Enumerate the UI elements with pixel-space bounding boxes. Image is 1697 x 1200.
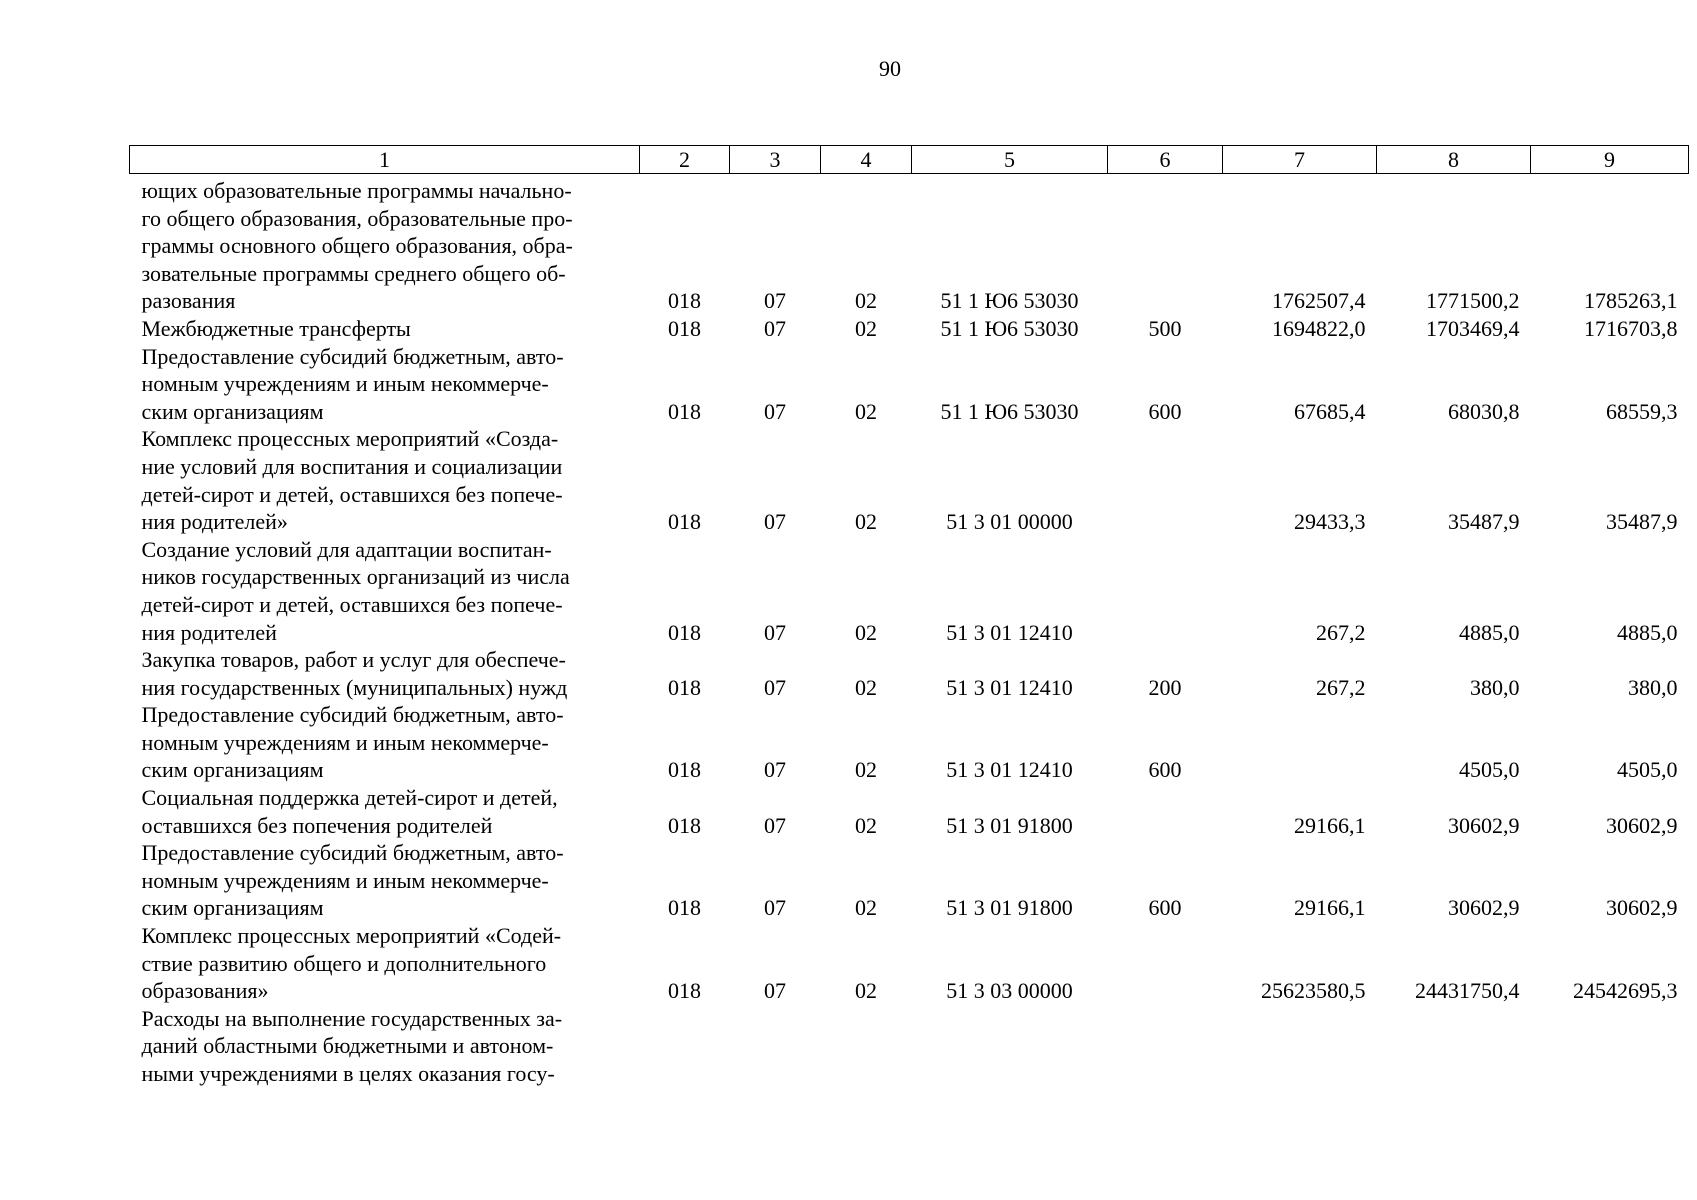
description-cell [130, 1005, 640, 1088]
amount-year2-cell: 68030,8 [1448, 398, 1520, 424]
description-line: образования» [141, 978, 269, 1004]
description-line: номным учреждениям и иным некоммерче- [141, 371, 549, 397]
description-line: ющих образовательные программы начально- [141, 178, 572, 203]
table-row [130, 174, 1689, 315]
expense-type-cell: 200 [1148, 674, 1182, 700]
description-line: номным учреждениям и иным некоммерче- [141, 729, 549, 755]
column-header-4: 4 [821, 146, 912, 174]
description-line: оставшихся без попечения родителей [141, 812, 493, 838]
column-header-9: 9 [1531, 146, 1689, 174]
column-number-header-row [130, 146, 1689, 174]
ved-code-cell: 018 [668, 619, 701, 645]
amount-year3-cell: 1785263,1 [1584, 288, 1678, 314]
target-article-cell [912, 1005, 1108, 1088]
description-cell [130, 839, 640, 922]
description-cell [130, 343, 640, 426]
ved-code-cell: 018 [668, 398, 701, 424]
description-line: Предоставление субсидий бюджетным, авто- [141, 702, 564, 728]
description-line: Социальная поддержка детей-сирот и детей, [141, 785, 558, 811]
ved-code-cell: 018 [668, 674, 701, 700]
expense-type-cell: 600 [1148, 398, 1182, 424]
description-line: ников государственных организаций из числа [141, 564, 570, 590]
expense-type-cell: 500 [1148, 315, 1182, 341]
section-code-cell: 07 [764, 619, 786, 645]
description-line: разования [141, 288, 236, 314]
amount-year3-cell: 35487,9 [1606, 509, 1678, 535]
description-cell [130, 646, 640, 701]
amount-year2-cell: 4885,0 [1459, 619, 1520, 645]
description-line: Расходы на выполнение государственных за- [141, 1005, 563, 1031]
section-code-cell: 07 [764, 674, 786, 700]
target-article-cell: 51 3 01 12410 [946, 757, 1073, 783]
expense-type-cell [1108, 784, 1223, 839]
page-number: 90 [879, 56, 901, 81]
amount-year3-cell: 30602,9 [1606, 812, 1678, 838]
description-line: Создание условий для адаптации воспитан- [141, 536, 552, 562]
amount-year1-cell: 267,2 [1316, 674, 1366, 700]
amount-year2-cell: 30602,9 [1448, 895, 1520, 921]
description-line: детей-сирот и детей, оставшихся без попече- [141, 591, 563, 617]
target-article-cell: 51 3 01 91800 [946, 812, 1073, 838]
amount-year2-cell: 30602,9 [1448, 812, 1520, 838]
subsection-code-cell: 02 [855, 978, 877, 1004]
description-line: Комплекс процессных мероприятий «Содей- [141, 923, 562, 949]
amount-year1-cell [1223, 1005, 1377, 1088]
amount-year2-cell: 380,0 [1470, 674, 1520, 700]
subsection-code-cell: 02 [855, 619, 877, 645]
description-cell [130, 701, 640, 784]
section-code-cell: 07 [764, 757, 786, 783]
amount-year1-cell: 25623580,5 [1261, 978, 1366, 1004]
description-cell [130, 784, 640, 839]
column-header-5: 5 [912, 146, 1108, 174]
column-header-6: 6 [1108, 146, 1223, 174]
description-cell [130, 536, 640, 646]
amount-year3-cell: 4885,0 [1617, 619, 1678, 645]
ved-code-cell: 018 [668, 895, 701, 921]
description-line: го общего образования, образовательные про- [141, 205, 573, 231]
description-cell [130, 315, 640, 343]
amount-year2-cell: 24431750,4 [1415, 978, 1520, 1004]
column-header-2: 2 [640, 146, 730, 174]
amount-year2-cell [1377, 1005, 1531, 1088]
section-code-cell: 07 [764, 895, 786, 921]
table-row [130, 343, 1689, 426]
column-header-1: 1 [130, 146, 640, 174]
description-line: ния государственных (муниципальных) нужд [141, 674, 568, 700]
column-header-3: 3 [730, 146, 821, 174]
amount-year1-cell: 67685,4 [1294, 398, 1366, 424]
description-cell [130, 425, 640, 535]
target-article-cell: 51 3 01 12410 [946, 674, 1073, 700]
table-row [130, 536, 1689, 646]
description-line: ными учреждениями в целях оказания госу- [141, 1061, 555, 1086]
description-line: даний областными бюджетными и автоном- [141, 1033, 554, 1059]
description-line: ствие развитию общего и дополнительного [141, 950, 547, 976]
description-cell [130, 922, 640, 1005]
description-line: ния родителей [141, 619, 277, 645]
table-row [130, 646, 1689, 701]
description-line: детей-сирот и детей, оставшихся без попече- [141, 481, 563, 507]
table-body [130, 174, 1689, 1088]
subsection-code-cell: 02 [855, 288, 877, 314]
description-line: Межбюджетные трансферты [141, 315, 411, 341]
subsection-code-cell [821, 1005, 912, 1088]
target-article-cell: 51 3 01 00000 [946, 509, 1073, 535]
expense-type-cell [1108, 174, 1223, 315]
description-line: Комплекс процессных мероприятий «Созда- [141, 426, 559, 452]
target-article-cell: 51 1 Ю6 53030 [940, 315, 1079, 341]
amount-year3-cell: 68559,3 [1606, 398, 1678, 424]
section-code-cell: 07 [764, 812, 786, 838]
table-row [130, 839, 1689, 922]
expense-type-cell: 600 [1148, 895, 1182, 921]
target-article-cell: 51 3 03 00000 [946, 978, 1073, 1004]
table-row [130, 701, 1689, 784]
amount-year1-cell: 1694822,0 [1272, 315, 1366, 341]
expense-type-cell [1108, 1005, 1223, 1088]
description-line: ским организациям [141, 757, 324, 783]
amount-year3-cell: 4505,0 [1617, 757, 1678, 783]
subsection-code-cell: 02 [855, 674, 877, 700]
section-code-cell: 07 [764, 509, 786, 535]
section-code-cell: 07 [764, 315, 786, 341]
amount-year1-cell: 267,2 [1316, 619, 1366, 645]
description-cell [130, 174, 640, 315]
column-header-8: 8 [1377, 146, 1531, 174]
subsection-code-cell: 02 [855, 509, 877, 535]
amount-year1-cell: 29166,1 [1294, 812, 1366, 838]
subsection-code-cell: 02 [855, 757, 877, 783]
ved-code-cell: 018 [668, 757, 701, 783]
ved-code-cell: 018 [668, 509, 701, 535]
description-line: Предоставление субсидий бюджетным, авто- [141, 343, 564, 369]
description-line: граммы основного общего образования, обра- [141, 233, 573, 259]
amount-year3-cell: 1716703,8 [1584, 315, 1678, 341]
target-article-cell: 51 1 Ю6 53030 [940, 398, 1079, 424]
amount-year2-cell: 35487,9 [1448, 509, 1520, 535]
table-row [130, 1005, 1689, 1088]
budget-table [129, 145, 1689, 1088]
description-line: ским организациям [141, 895, 324, 921]
table-row [130, 315, 1689, 343]
ved-code-cell [640, 1005, 730, 1088]
ved-code-cell: 018 [668, 978, 701, 1004]
amount-year3-cell: 380,0 [1628, 674, 1678, 700]
target-article-cell: 51 1 Ю6 53030 [940, 288, 1079, 314]
ved-code-cell: 018 [668, 315, 701, 341]
amount-year2-cell: 1771500,2 [1426, 288, 1520, 314]
section-code-cell: 07 [764, 398, 786, 424]
amount-year1-cell: 29433,3 [1294, 509, 1366, 535]
table-row [130, 425, 1689, 535]
description-line: ния родителей» [141, 509, 288, 535]
amount-year2-cell: 4505,0 [1459, 757, 1520, 783]
table-row [130, 784, 1689, 839]
description-line: Закупка товаров, работ и услуг для обеспече- [141, 647, 566, 673]
description-line: Предоставление субсидий бюджетным, авто- [141, 840, 564, 866]
column-header-7: 7 [1223, 146, 1377, 174]
subsection-code-cell: 02 [855, 812, 877, 838]
section-code-cell: 07 [764, 288, 786, 314]
ved-code-cell: 018 [668, 812, 701, 838]
target-article-cell: 51 3 01 91800 [946, 895, 1073, 921]
expense-type-cell [1108, 922, 1223, 1005]
description-line: номным учреждениям и иным некоммерче- [141, 867, 549, 893]
amount-year3-cell: 30602,9 [1606, 895, 1678, 921]
amount-year2-cell: 1703469,4 [1426, 315, 1520, 341]
section-code-cell: 07 [764, 978, 786, 1004]
target-article-cell: 51 3 01 12410 [946, 619, 1073, 645]
description-line: ским организациям [141, 398, 324, 424]
section-code-cell [730, 1005, 821, 1088]
amount-year1-cell: 1762507,4 [1272, 288, 1366, 314]
amount-year1-cell: 29166,1 [1294, 895, 1366, 921]
amount-year3-cell: 24542695,3 [1573, 978, 1678, 1004]
expense-type-cell [1108, 425, 1223, 535]
subsection-code-cell: 02 [855, 315, 877, 341]
subsection-code-cell: 02 [855, 398, 877, 424]
amount-year1-cell [1223, 701, 1377, 784]
amount-year3-cell [1531, 1005, 1689, 1088]
subsection-code-cell: 02 [855, 895, 877, 921]
expense-type-cell: 600 [1148, 757, 1182, 783]
table-row [130, 922, 1689, 1005]
ved-code-cell: 018 [668, 288, 701, 314]
description-line: ние условий для воспитания и социализации [141, 453, 563, 479]
description-line: зовательные программы среднего общего об- [141, 260, 566, 286]
expense-type-cell [1108, 536, 1223, 646]
